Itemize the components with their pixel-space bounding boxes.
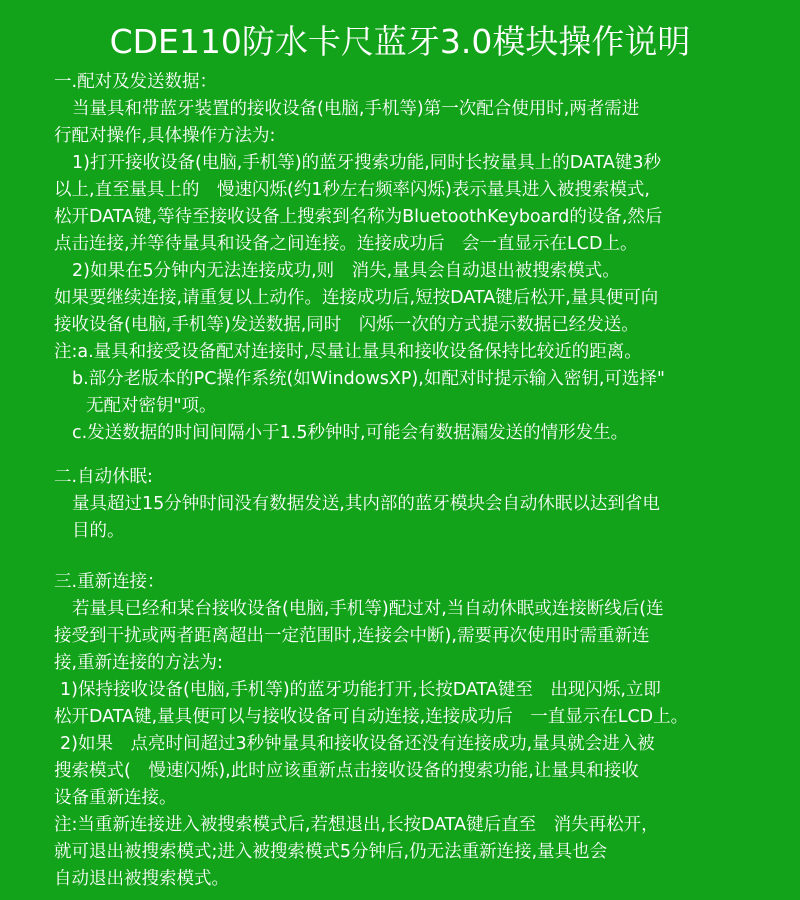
note-line: 就可退出被搜索模式;进入被搜索模式5分钟后,仍无法重新连接,量具也会 — [54, 842, 608, 862]
paragraph-line: 以上,直至量具上的 慢速闪烁(约1秒左右频率闪烁)表示量具进入被搜索模式, — [54, 180, 650, 200]
section-heading-pairing: 一.配对及发送数据： — [54, 72, 218, 92]
note-line: b.部分老版本的PC操作系统(如WindowsXP),如配对时提示输入密钥,可选择" — [72, 369, 665, 389]
note-line: 无配对密钥"项。 — [86, 396, 217, 416]
paragraph-line: 松开DATA键,量具便可以与接收设备可自动连接,连接成功后 一直显示在LCD上。 — [54, 707, 689, 727]
paragraph-line: 1)打开接收设备(电脑,手机等)的蓝牙搜索功能,同时长按量具上的DATA键3秒 — [72, 153, 661, 173]
paragraph-line: 接,重新连接的方法为: — [54, 653, 223, 673]
page-title: CDE110防水卡尺蓝牙3.0模块操作说明 — [109, 22, 691, 61]
paragraph-line: 2)如果在5分钟内无法连接成功,则 消失,量具会自动退出被搜索模式。 — [72, 261, 620, 281]
note-line: 注:a.量具和接受设备配对连接时,尽量让量具和接收设备保持比较近的距离。 — [54, 342, 642, 362]
note-line: 自动退出被搜索模式。 — [54, 869, 229, 889]
paragraph-line: 设备重新连接。 — [54, 788, 177, 808]
section-heading-sleep: 二.自动休眠: — [54, 467, 153, 487]
paragraph-line: 若量具已经和某台接收设备(电脑,手机等)配过对,当自动休眠或连接断线后(连 — [72, 599, 664, 619]
paragraph-line: 接受到干扰或两者距离超出一定范围时,连接会中断),需要再次使用时需重新连 — [54, 626, 650, 646]
paragraph-line: 行配对操作,具体操作方法为: — [54, 126, 276, 146]
paragraph-line: 如果要继续连接,请重复以上动作。连接成功后,短按DATA键后松开,量具便可向 — [54, 288, 659, 308]
paragraph-line: 点击连接,并等待量具和设备之间连接。连接成功后 会一直显示在LCD上。 — [54, 234, 638, 254]
note-line: c.发送数据的时间间隔小于1.5秒钟时,可能会有数据漏发送的情形发生。 — [72, 423, 629, 443]
paragraph-line: 量具超过15分钟时间没有数据发送,其内部的蓝牙模块会自动休眠以达到省电 — [72, 494, 660, 514]
paragraph-line: 2)如果 点亮时间超过3秒钟量具和接收设备还没有连接成功,量具就会进入被 — [60, 734, 655, 754]
note-line: 注:当重新连接进入被搜索模式后,若想退出,长按DATA键后直至 消失再松开， — [54, 815, 659, 835]
paragraph-line: 目的。 — [72, 521, 125, 541]
paragraph-line: 松开DATA键,等待至接收设备上搜索到名称为BluetoothKeyboard的设备,然后 — [54, 207, 663, 227]
paragraph-line: 1)保持接收设备(电脑,手机等)的蓝牙功能打开,长按DATA键至 出现闪烁,立即 — [60, 680, 661, 700]
paragraph-line: 搜索模式( 慢速闪烁),此时应该重新点击接收设备的搜索功能,让量具和接收 — [54, 761, 639, 781]
paragraph-line: 当量具和带蓝牙装置的接收设备(电脑,手机等)第一次配合使用时,两者需进 — [72, 99, 640, 119]
section-heading-reconnect: 三.重新连接： — [54, 572, 165, 592]
paragraph-line: 接收设备(电脑,手机等)发送数据,同时 闪烁一次的方式提示数据已经发送。 — [54, 315, 639, 335]
